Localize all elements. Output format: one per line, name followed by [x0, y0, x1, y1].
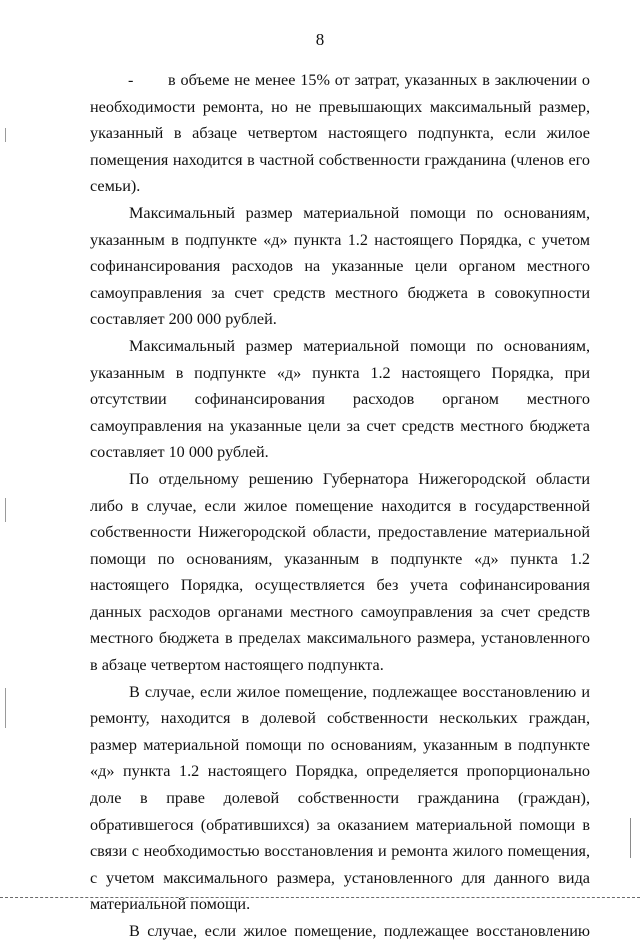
- paragraph-continued: В случае, если жилое помещение, подлежащее восстановлению: [129, 922, 590, 940]
- right-margin-mark: [630, 818, 631, 858]
- left-margin-mark-upper: [5, 128, 6, 142]
- list-item-text: в объеме не менее 15% от затрат, указанных в заключении о необходимости ремонта, но не превышающих максимальный размер, указанный в абзаце четвертом настоящего подпункта, если жилое помещения находится в частной собственности гражданина (членов его семьи).: [90, 71, 590, 196]
- list-item-paragraph: [90, 67, 590, 200]
- paragraph-shared-ownership: В случае, если жилое помещение, подлежащее восстановлению и ремонту, находится в долевой собственности нескольких граждан, размер материальной помощи по основаниям, указанным в подпункте «д» пункта 1.2 настоящего Порядка, определяется пропорционально доле в праве долевой собственности гражданина (граждан), обратившегося (обратившихся) за оказанием материальной помощи в связи с необходимостью восстановления и ремонта жилого помещения, с учетом максимального размера, установленного для данного вида материальной помощи.: [90, 682, 590, 914]
- paragraph-max-aid-without-cofinancing: Максимальный размер материальной помощи по основаниям, указанным в подпункте «д» пункта 1.2 настоящего Порядка, при отсутствии софинансирования расходов органом местного самоуправления на указанные цели за счет средств местного бюджета составляет 10 000 рублей.: [90, 336, 590, 462]
- paragraph-max-aid-with-cofinancing: Максимальный размер материальной помощи по основаниям, указанным в подпункте «д» пункта 1.2 настоящего Порядка, с учетом софинансирования расходов на указанные цели органом местного самоуправления за счет средств местного бюджета в совокупности составляет 200 000 рублей.: [90, 203, 590, 329]
- document-body: [90, 67, 590, 945]
- left-margin-mark-middle: [5, 498, 6, 522]
- page-number: 8: [315, 30, 325, 49]
- left-margin-mark-lower: [5, 688, 6, 728]
- paragraph-governor-decision: По отдельному решению Губернатора Нижегородской области либо в случае, если жилое помещение находится в государственной собственности Нижегородской области, предоставление материальной помощи по основаниям, указанным в подпункте «д» пункта 1.2 настоящего Порядка, осуществляется без учета софинансирования данных расходов органами местного самоуправления за счет средств местного бюджета в пределах максимального размера, установленного в абзаце четвертом настоящего подпункта.: [90, 469, 590, 675]
- list-dash-marker: -: [128, 71, 134, 89]
- page-bottom-rule: [0, 897, 640, 898]
